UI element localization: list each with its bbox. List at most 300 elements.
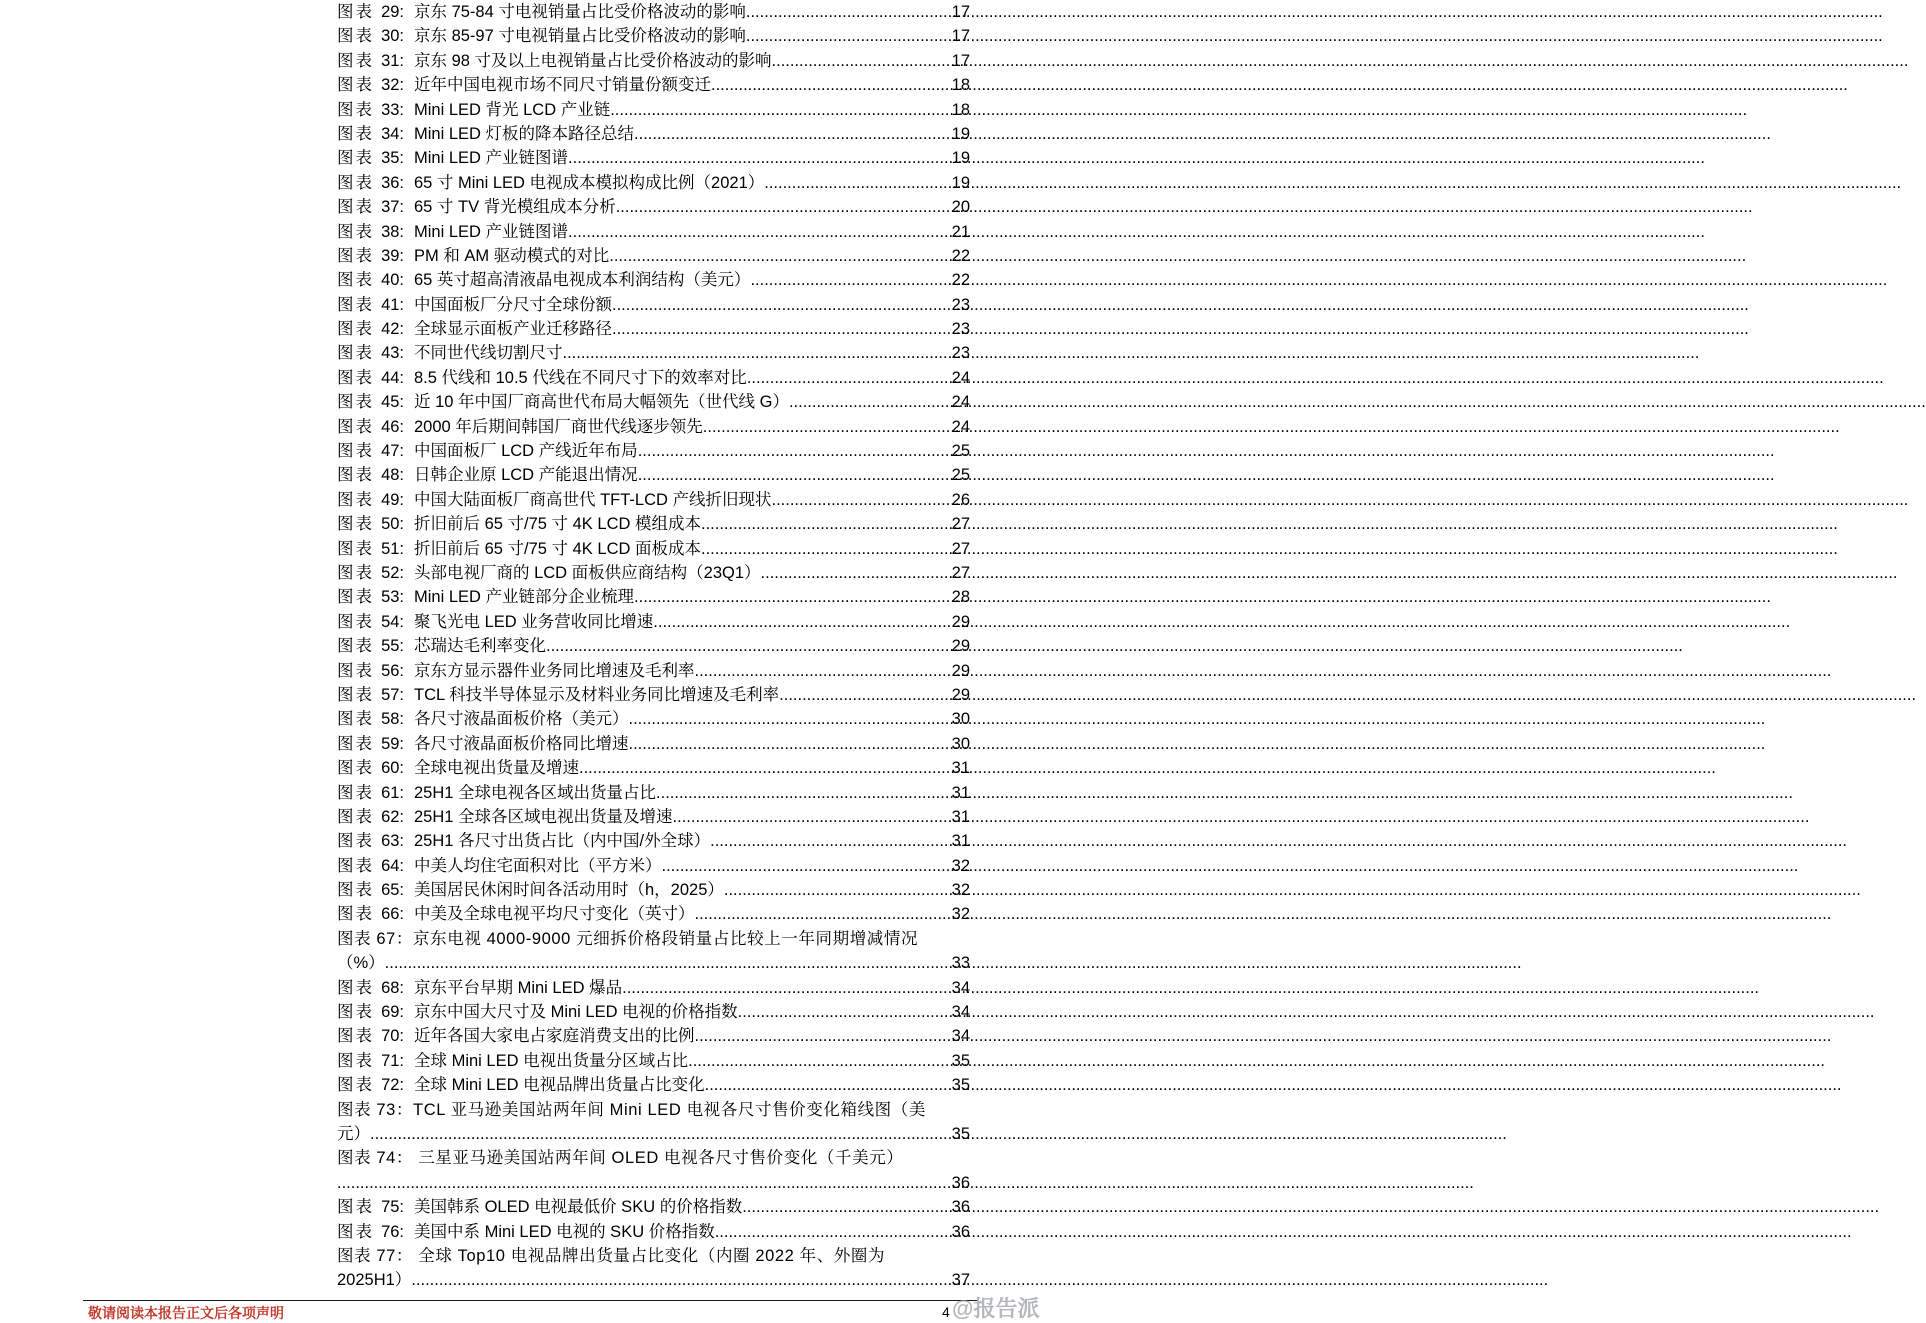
toc-entry-prefix: 图表 (337, 734, 374, 753)
toc-entry-label (337, 415, 414, 439)
toc-entry-prefix: 图表 (337, 295, 374, 314)
toc-entry[interactable] (337, 854, 970, 878)
toc-entry-continuation (337, 1171, 970, 1195)
toc-entry-page: 23 (951, 344, 970, 363)
toc-entry[interactable] (337, 561, 970, 585)
toc-entry-prefix: 图表 (337, 1076, 374, 1095)
toc-entry-prefix: 图表 (337, 393, 374, 412)
toc-group-c (337, 1195, 970, 1244)
toc-dot-leader (673, 805, 950, 829)
toc-entry[interactable] (337, 415, 970, 439)
toc-entry[interactable] (337, 512, 970, 536)
toc-entry-prefix: 图表 (337, 368, 374, 387)
toc-entry[interactable] (337, 829, 970, 853)
toc-entry-number: 36: (381, 173, 404, 192)
toc-entry-title: 图表 77： 全球 Top10 电视品牌出货量占比变化（内圈 2022 年、外圈为 (337, 1247, 886, 1266)
toc-entry-number: 51: (381, 539, 404, 558)
toc-dot-leader (638, 463, 950, 487)
toc-entry-title: 不同世代线切割尺寸 (414, 344, 563, 363)
toc-entry[interactable] (337, 98, 970, 122)
toc-entry-prefix: 图表 (337, 1198, 374, 1217)
toc-entry-title: 芯瑞达毛利率变化 (414, 637, 546, 656)
toc-entry-continuation (337, 1122, 970, 1146)
toc-entry-number: 30: (381, 27, 404, 46)
toc-dot-leader (563, 341, 950, 365)
toc-entry-page: 28 (951, 588, 970, 607)
toc-entry-page: 31 (951, 759, 970, 778)
toc-group-a (337, 0, 970, 927)
toc-entry-number: 41: (381, 295, 404, 314)
toc-entry-number: 29: (381, 3, 404, 21)
toc-entry-title-tail: （%） (337, 954, 385, 973)
toc-dot-leader (703, 415, 950, 439)
toc-dot-leader (337, 1171, 950, 1195)
toc-entry-page: 34 (951, 978, 970, 997)
toc-entry-title: 美国居民休闲时间各活动用时（h，2025） (414, 881, 724, 900)
toc-entry[interactable] (337, 1220, 970, 1244)
toc-entry-page: 30 (951, 734, 970, 753)
toc-entry[interactable] (337, 756, 970, 780)
toc-entry-page: 36 (951, 1222, 970, 1241)
toc-entry-number: 72: (381, 1076, 404, 1095)
toc-entry-prefix: 图表 (337, 661, 374, 680)
toc-entry-number: 71: (381, 1051, 404, 1070)
toc-entry[interactable] (337, 268, 970, 292)
toc-entry-prefix: 图表 (337, 271, 374, 290)
toc-dot-leader (610, 98, 949, 122)
toc-entry-number: 55: (381, 637, 404, 656)
toc-entry-page: 36 (951, 1198, 970, 1217)
toc-entry-label (337, 24, 414, 48)
toc-entry-title: 京东中国大尺寸及 Mini LED 电视的价格指数 (414, 1003, 738, 1022)
toc-dot-leader (701, 537, 950, 561)
toc-entry-number: 37: (381, 198, 404, 217)
toc-entry-number: 66: (381, 905, 404, 924)
toc-entry-label (337, 976, 414, 1000)
toc-entry-label (337, 293, 414, 317)
toc-entry-prefix: 图表 (337, 51, 374, 70)
toc-entry[interactable] (337, 366, 970, 390)
toc-entry-title: 京东 75-84 寸电视销量占比受价格波动的影响 (414, 3, 746, 21)
toc-entry-page: 35 (951, 1051, 970, 1070)
toc-entry-title: 美国韩系 OLED 电视最低价 SKU 的价格指数 (414, 1198, 743, 1217)
toc-entry-title: 京东 98 寸及以上电视销量占比受价格波动的影响 (414, 51, 772, 70)
toc-entry-prefix: 图表 (337, 124, 374, 143)
toc-entry-label (337, 537, 414, 561)
toc-entry-prefix: 图表 (337, 685, 374, 704)
toc-entry-page: 17 (951, 51, 970, 70)
toc-entry-title: 图表 73：TCL 亚马逊美国站两年间 Mini LED 电视各尺寸售价变化箱线图（美 (337, 1100, 926, 1119)
toc-entry-prefix: 图表 (337, 1222, 374, 1241)
toc-entry-title: 各尺寸液晶面板价格（美元） (414, 710, 629, 729)
toc-entry[interactable] (337, 902, 970, 926)
toc-entry-label (337, 98, 414, 122)
toc-entry-prefix: 图表 (337, 222, 374, 241)
toc-entry-number: 49: (381, 490, 404, 509)
toc-entry-prefix: 图表 (337, 246, 374, 265)
toc-entry-number: 31: (381, 51, 404, 70)
toc-entry-page: 19 (951, 173, 970, 192)
footer-divider (83, 1300, 977, 1301)
toc-entry-page: 33 (951, 954, 970, 973)
toc-entry-page: 24 (951, 368, 970, 387)
toc-entry[interactable] (337, 341, 970, 365)
toc-entry-title: 折旧前后 65 寸/75 寸 4K LCD 面板成本 (414, 539, 701, 558)
toc-entry-label (337, 195, 414, 219)
toc-entry[interactable] (337, 24, 970, 48)
toc-dot-leader (629, 707, 950, 731)
toc-entry-label (337, 341, 414, 365)
toc-entry-page: 24 (951, 417, 970, 436)
toc-entry-title: 各尺寸液晶面板价格同比增速 (414, 734, 629, 753)
toc-entry-prefix: 图表 (337, 27, 374, 46)
toc-entry-label (337, 585, 414, 609)
toc-entry-page: 27 (951, 563, 970, 582)
toc-entry-label (337, 317, 414, 341)
toc-entry-number: 56: (381, 661, 404, 680)
toc-entry-number: 38: (381, 222, 404, 241)
toc-entry-title: 全球 Mini LED 电视出货量分区域占比 (414, 1051, 689, 1070)
toc-entry[interactable] (337, 439, 970, 463)
toc-entry[interactable] (337, 463, 970, 487)
toc-entry[interactable] (337, 220, 970, 244)
toc-entry[interactable] (337, 49, 970, 73)
toc-entry-number: 57: (381, 685, 404, 704)
toc-entry[interactable] (337, 878, 970, 902)
toc-dot-leader (772, 49, 950, 73)
toc-entry-title: 全球 Mini LED 电视品牌出货量占比变化 (414, 1076, 705, 1095)
toc-entry-title: Mini LED 产业链图谱 (414, 222, 569, 241)
page-number: 4 (942, 1304, 950, 1320)
toc-entry-number: 58: (381, 710, 404, 729)
toc-entry-title: Mini LED 产业链图谱 (414, 149, 569, 168)
toc-entry-label (337, 122, 414, 146)
toc-entry[interactable] (337, 488, 970, 512)
toc-entry-label (337, 1000, 414, 1024)
toc-entry-number: 46: (381, 417, 404, 436)
toc-entry-page: 27 (951, 539, 970, 558)
toc-entry-label (337, 878, 414, 902)
toc-entry-number: 32: (381, 76, 404, 95)
toc-entry-title: 图表 67：京东电视 4000-9000 元细拆价格段销量占比较上一年同期增减情况 (337, 929, 919, 948)
toc-entry[interactable] (337, 585, 970, 609)
toc-entry[interactable] (337, 73, 970, 97)
toc-entry-prefix: 图表 (337, 490, 374, 509)
toc-entry-prefix: 图表 (337, 76, 374, 95)
toc-entry-number: 42: (381, 320, 404, 339)
toc-entry-label (337, 439, 414, 463)
toc-entry-label (337, 73, 414, 97)
toc-entry-title: 京东平台早期 Mini LED 爆品 (414, 978, 623, 997)
toc-entry-73[interactable] (337, 1098, 970, 1147)
toc-entry-number: 44: (381, 368, 404, 387)
toc-dot-leader (746, 24, 950, 48)
toc-entry-label (337, 220, 414, 244)
toc-dot-leader (750, 268, 949, 292)
toc-entry-prefix: 图表 (337, 637, 374, 656)
toc-entry-prefix: 图表 (337, 344, 374, 363)
toc-entry-77[interactable] (337, 1244, 970, 1293)
toc-entry-prefix: 图表 (337, 978, 374, 997)
toc-dot-leader (370, 1122, 950, 1146)
toc-group-b (337, 976, 970, 1098)
toc-entry-label (337, 463, 414, 487)
toc-entry-label (337, 1049, 414, 1073)
toc-entry-label (337, 634, 414, 658)
toc-entry-title: 65 寸 TV 背光模组成本分析 (414, 198, 616, 217)
toc-entry-title: Mini LED 产业链部分企业梳理 (414, 588, 635, 607)
toc-dot-leader (789, 390, 950, 414)
toc-entry-prefix: 图表 (337, 1003, 374, 1022)
toc-entry[interactable] (337, 1049, 970, 1073)
toc-entry-title-tail: 2025H1） (337, 1271, 412, 1290)
toc-dot-leader (724, 878, 950, 902)
toc-entry[interactable] (337, 805, 970, 829)
toc-entry-label (337, 171, 414, 195)
toc-entry[interactable] (337, 537, 970, 561)
toc-entry-prefix: 图表 (337, 856, 374, 875)
toc-dot-leader (634, 585, 950, 609)
toc-entry-number: 65: (381, 881, 404, 900)
toc-entry-number: 34: (381, 124, 404, 143)
toc-entry-page: 31 (951, 783, 970, 802)
toc-entry-title: 头部电视厂商的 LCD 面板供应商结构（23Q1） (414, 563, 761, 582)
toc-entry-page: 21 (951, 222, 970, 241)
toc-entry-page: 37 (951, 1271, 970, 1290)
toc-dot-leader (746, 0, 950, 24)
toc-dot-leader (701, 512, 950, 536)
toc-entry-prefix: 图表 (337, 149, 374, 168)
toc-dot-leader (568, 146, 950, 170)
toc-entry[interactable] (337, 1195, 970, 1219)
toc-entry-label (337, 244, 414, 268)
toc-entry-title: 图表 74： 三星亚马逊美国站两年间 OLED 电视各尺寸售价变化（千美元） (337, 1149, 904, 1168)
toc-entry-number: 68: (381, 978, 404, 997)
toc-entry-title: 中国面板厂分尺寸全球份额 (414, 295, 612, 314)
toc-entry[interactable] (337, 732, 970, 756)
table-of-figures (337, 0, 970, 1293)
toc-entry-number: 61: (381, 783, 404, 802)
toc-entry[interactable] (337, 0, 970, 24)
toc-entry-prefix: 图表 (337, 320, 374, 339)
toc-dot-leader (579, 756, 950, 780)
toc-entry[interactable] (337, 171, 970, 195)
toc-entry-title: 8.5 代线和 10.5 代线在不同尺寸下的效率对比 (414, 368, 747, 387)
toc-dot-leader (695, 1024, 950, 1048)
toc-entry[interactable] (337, 1073, 970, 1097)
toc-dot-leader (612, 293, 950, 317)
toc-entry-prefix: 图表 (337, 442, 374, 461)
toc-dot-leader (761, 561, 950, 585)
toc-entry-page: 23 (951, 320, 970, 339)
toc-entry[interactable] (337, 610, 970, 634)
toc-entry-74[interactable] (337, 1146, 970, 1195)
toc-entry-prefix: 图表 (337, 198, 374, 217)
toc-entry-page: 18 (951, 100, 970, 119)
toc-entry[interactable] (337, 146, 970, 170)
toc-entry-page: 25 (951, 466, 970, 485)
toc-entry[interactable] (337, 707, 970, 731)
toc-entry-prefix: 图表 (337, 759, 374, 778)
toc-entry-page: 20 (951, 198, 970, 217)
toc-entry-number: 47: (381, 442, 404, 461)
toc-entry-number: 62: (381, 807, 404, 826)
watermark-logo: @报告派 (952, 1296, 1040, 1321)
toc-entry-page: 18 (951, 76, 970, 95)
toc-entry-number: 50: (381, 515, 404, 534)
toc-entry[interactable] (337, 1000, 970, 1024)
toc-dot-leader (634, 122, 950, 146)
toc-entry-prefix: 图表 (337, 539, 374, 558)
toc-entry-number: 59: (381, 734, 404, 753)
toc-entry[interactable] (337, 244, 970, 268)
toc-entry-page: 22 (951, 271, 970, 290)
toc-entry-page: 35 (951, 1076, 970, 1095)
toc-entry-label (337, 1073, 414, 1097)
toc-entry-label (337, 659, 414, 683)
toc-entry-67[interactable] (337, 927, 970, 976)
toc-entry-page: 34 (951, 1003, 970, 1022)
toc-entry-label (337, 805, 414, 829)
toc-entry-page: 17 (951, 27, 970, 46)
toc-dot-leader (411, 1268, 949, 1292)
toc-dot-leader (656, 781, 950, 805)
toc-entry-page: 32 (951, 905, 970, 924)
toc-entry-label (337, 488, 414, 512)
toc-entry-label (337, 854, 414, 878)
toc-dot-leader (711, 73, 950, 97)
toc-entry-number: 48: (381, 466, 404, 485)
toc-entry-title: 65 寸 Mini LED 电视成本模拟构成比例（2021） (414, 173, 765, 192)
toc-entry-number: 70: (381, 1027, 404, 1046)
toc-entry-prefix: 图表 (337, 173, 374, 192)
toc-entry[interactable] (337, 1024, 970, 1048)
toc-dot-leader (609, 244, 949, 268)
toc-entry-label (337, 1195, 414, 1219)
toc-entry-number: 43: (381, 344, 404, 363)
toc-entry-title: 京东 85-97 寸电视销量占比受价格波动的影响 (414, 27, 746, 46)
toc-entry-prefix: 图表 (337, 881, 374, 900)
toc-entry-label (337, 1220, 414, 1244)
toc-dot-leader (695, 659, 950, 683)
toc-entry-title-tail: 元） (337, 1125, 370, 1144)
toc-dot-leader (688, 1049, 950, 1073)
toc-entry-title: 近 10 年中国厂商高世代布局大幅领先（世代线 G） (414, 393, 789, 412)
toc-entry-label (337, 512, 414, 536)
toc-dot-leader (638, 439, 950, 463)
toc-entry-title: Mini LED 背光 LCD 产业链 (414, 100, 611, 119)
toc-entry-page: 36 (951, 1173, 970, 1192)
toc-entry-page: 30 (951, 710, 970, 729)
toc-entry[interactable] (337, 781, 970, 805)
toc-entry-title: 2000 年后期间韩国厂商世代线逐步领先 (414, 417, 703, 436)
toc-entry[interactable] (337, 317, 970, 341)
toc-dot-leader (715, 1220, 950, 1244)
toc-entry-title: 京东方显示器件业务同比增速及毛利率 (414, 661, 695, 680)
toc-dot-leader (612, 317, 950, 341)
toc-entry[interactable] (337, 195, 970, 219)
toc-entry-label (337, 732, 414, 756)
toc-entry-label (337, 49, 414, 73)
toc-entry-title: 全球显示面板产业迁移路径 (414, 320, 612, 339)
toc-entry[interactable] (337, 976, 970, 1000)
toc-entry-title: 25H1 各尺寸出货占比（内中国/外全球） (414, 832, 711, 851)
toc-entry[interactable] (337, 390, 970, 414)
toc-dot-leader (764, 171, 949, 195)
toc-dot-leader (653, 610, 949, 634)
toc-dot-leader (662, 854, 950, 878)
toc-entry-title: 中美及全球电视平均尺寸变化（英寸） (414, 905, 695, 924)
toc-entry-number: 64: (381, 856, 404, 875)
toc-entry[interactable] (337, 683, 970, 707)
footer-disclaimer: 敬请阅读本报告正文后各项声明 (88, 1305, 284, 1321)
toc-entry-number: 76: (381, 1222, 404, 1241)
toc-entry-label (337, 561, 414, 585)
toc-entry-prefix: 图表 (337, 612, 374, 631)
toc-entry-label (337, 366, 414, 390)
toc-entry-page: 29 (951, 612, 970, 631)
toc-entry-page: 19 (951, 149, 970, 168)
toc-entry-label (337, 781, 414, 805)
toc-entry-page: 32 (951, 881, 970, 900)
toc-entry-page: 32 (951, 856, 970, 875)
toc-entry-label (337, 707, 414, 731)
toc-dot-leader (772, 488, 950, 512)
toc-entry-page: 31 (951, 832, 970, 851)
toc-entry-page: 29 (951, 637, 970, 656)
toc-entry-page: 27 (951, 515, 970, 534)
toc-dot-leader (710, 829, 950, 853)
toc-dot-leader (742, 1195, 949, 1219)
toc-entry-label (337, 1024, 414, 1048)
toc-entry-prefix: 图表 (337, 466, 374, 485)
toc-dot-leader (629, 732, 950, 756)
toc-entry-label (337, 610, 414, 634)
toc-entry[interactable] (337, 634, 970, 658)
toc-entry-page: 25 (951, 442, 970, 461)
toc-entry-title: 全球电视出货量及增速 (414, 759, 579, 778)
toc-entry-prefix: 图表 (337, 832, 374, 851)
toc-entry-page: 35 (951, 1125, 970, 1144)
toc-entry-title: 中美人均住宅面积对比（平方米） (414, 856, 662, 875)
toc-entry-title: 65 英寸超高清液晶电视成本利润结构（美元） (414, 271, 751, 290)
toc-entry-prefix: 图表 (337, 905, 374, 924)
toc-entry-title: TCL 科技半导体显示及材料业务同比增速及毛利率 (414, 685, 780, 704)
toc-entry-label (337, 268, 414, 292)
toc-dot-leader (385, 951, 950, 975)
toc-entry-label (337, 829, 414, 853)
toc-entry-page: 31 (951, 807, 970, 826)
toc-entry-page: 24 (951, 393, 970, 412)
toc-entry-page: 26 (951, 490, 970, 509)
toc-entry-label (337, 683, 414, 707)
toc-entry-prefix: 图表 (337, 3, 374, 21)
toc-entry-title: 美国中系 Mini LED 电视的 SKU 价格指数 (414, 1222, 715, 1241)
toc-entry-title: 近年中国电视市场不同尺寸销量份额变迁 (414, 76, 711, 95)
toc-entry-page: 19 (951, 124, 970, 143)
toc-dot-leader (546, 634, 950, 658)
toc-entry-prefix: 图表 (337, 100, 374, 119)
toc-entry[interactable] (337, 659, 970, 683)
toc-entry-title: 中国面板厂 LCD 产线近年布局 (414, 442, 638, 461)
toc-entry-page: 34 (951, 1027, 970, 1046)
toc-entry-number: 69: (381, 1003, 404, 1022)
toc-entry-number: 53: (381, 588, 404, 607)
toc-entry-title: 近年各国大家电占家庭消费支出的比例 (414, 1027, 695, 1046)
toc-dot-leader (738, 1000, 950, 1024)
toc-entry[interactable] (337, 293, 970, 317)
toc-entry[interactable] (337, 122, 970, 146)
